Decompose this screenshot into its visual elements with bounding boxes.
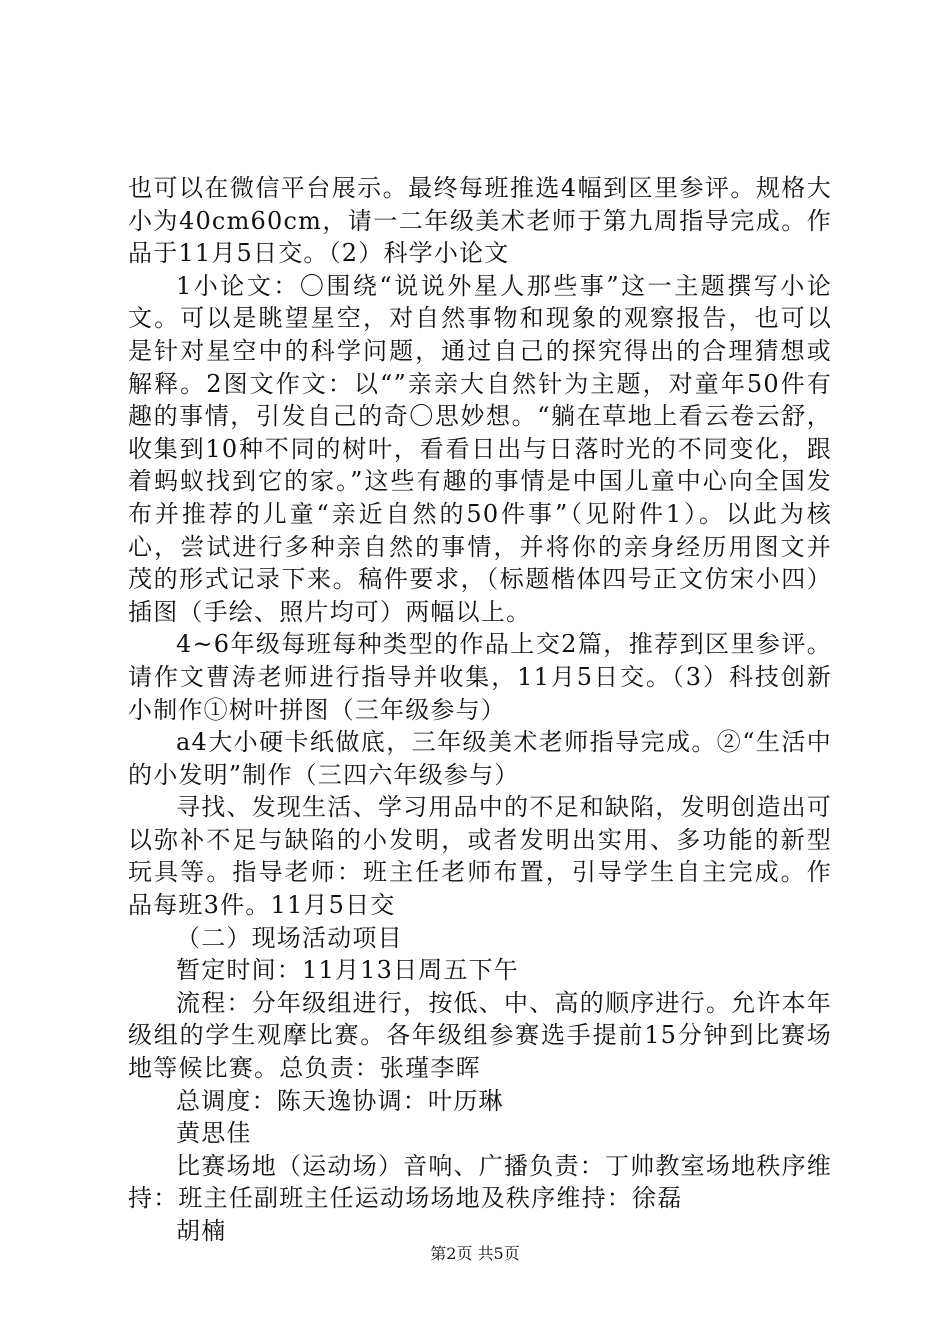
paragraph-3: 4~6年级每班每种类型的作品上交2篇，推荐到区里参评。请作文曹涛老师进行指导并收集，11月5日交。（3）科技创新小制作①树叶拼图（三年级参与）	[128, 630, 832, 724]
paragraph-2: 1小论文：〇围绕“说说外星人那些事”这一主题撰写小论文。可以是眺望星空，对自然事物和现象的观察报告，也可以是针对星空中的科学问题，通过自己的探究得出的合理猜想或解释。2图文作文：以“”亲亲大自然针为主题，对童年50件有趣的事情，引发自己的奇〇思妙想。“躺在草地上看云卷云舒，收集到10种不同的树叶，看看日出与日落时光的不同变化，跟着蚂蚁找到它的家。”这些有趣的事情是中国儿童中心向全国发布并推荐的儿童“亲近自然的50件事”（见附件1）。以此为核心，尝试进行多种亲自然的事情，并将你的亲身经历用图文并茂的形式记录下来。稿件要求，（标题楷体四号正文仿宋小四）插图（手绘、照片均可）两幅以上。	[128, 271, 832, 626]
paragraph-1: 也可以在微信平台展示。最终每班推选4幅到区里参评。规格大小为40cm60cm，请一二年级美术老师于第九周指导完成。作品于11月5日交。（2）科学小论文	[128, 174, 832, 268]
section-heading-onsite-activities: （二）现场活动项目	[176, 923, 403, 952]
paragraph-name-2: 胡楠	[176, 1217, 227, 1245]
paragraph-process: 流程：分年级组进行，按低、中、高的顺序进行。允许本年级组的学生观摩比赛。各年级组参赛选手提前15分钟到比赛场地等候比赛。总负责：张瑾李晖	[128, 988, 832, 1083]
page-number-footer: 第2页 共5页	[430, 1244, 520, 1263]
paragraph-4: a4大小硬卡纸做底，三年级美术老师指导完成。②“生活中的小发明”制作（三四六年级参与）	[128, 728, 832, 789]
paragraph-5: 寻找、发现生活、学习用品中的不足和缺陷，发明创造出可以弥补不足与缺陷的小发明，或者发明出实用、多功能的新型玩具等。指导老师：班主任老师布置，引导学生自主完成。作品每班3件。11月5日交	[128, 793, 832, 920]
paragraph-name-1: 黄思佳	[176, 1119, 252, 1148]
paragraph-schedule: 暂定时间：11月13日周五下午	[176, 956, 520, 985]
paragraph-venue: 比赛场地（运动场）音响、广播负责：丁帅教室场地秩序维持：班主任副班主任运动场场地及秩序维持：徐磊	[128, 1151, 832, 1213]
paragraph-coordination: 总调度：陈天逸协调：叶历琳	[176, 1086, 504, 1115]
document-body	[128, 172, 832, 1248]
